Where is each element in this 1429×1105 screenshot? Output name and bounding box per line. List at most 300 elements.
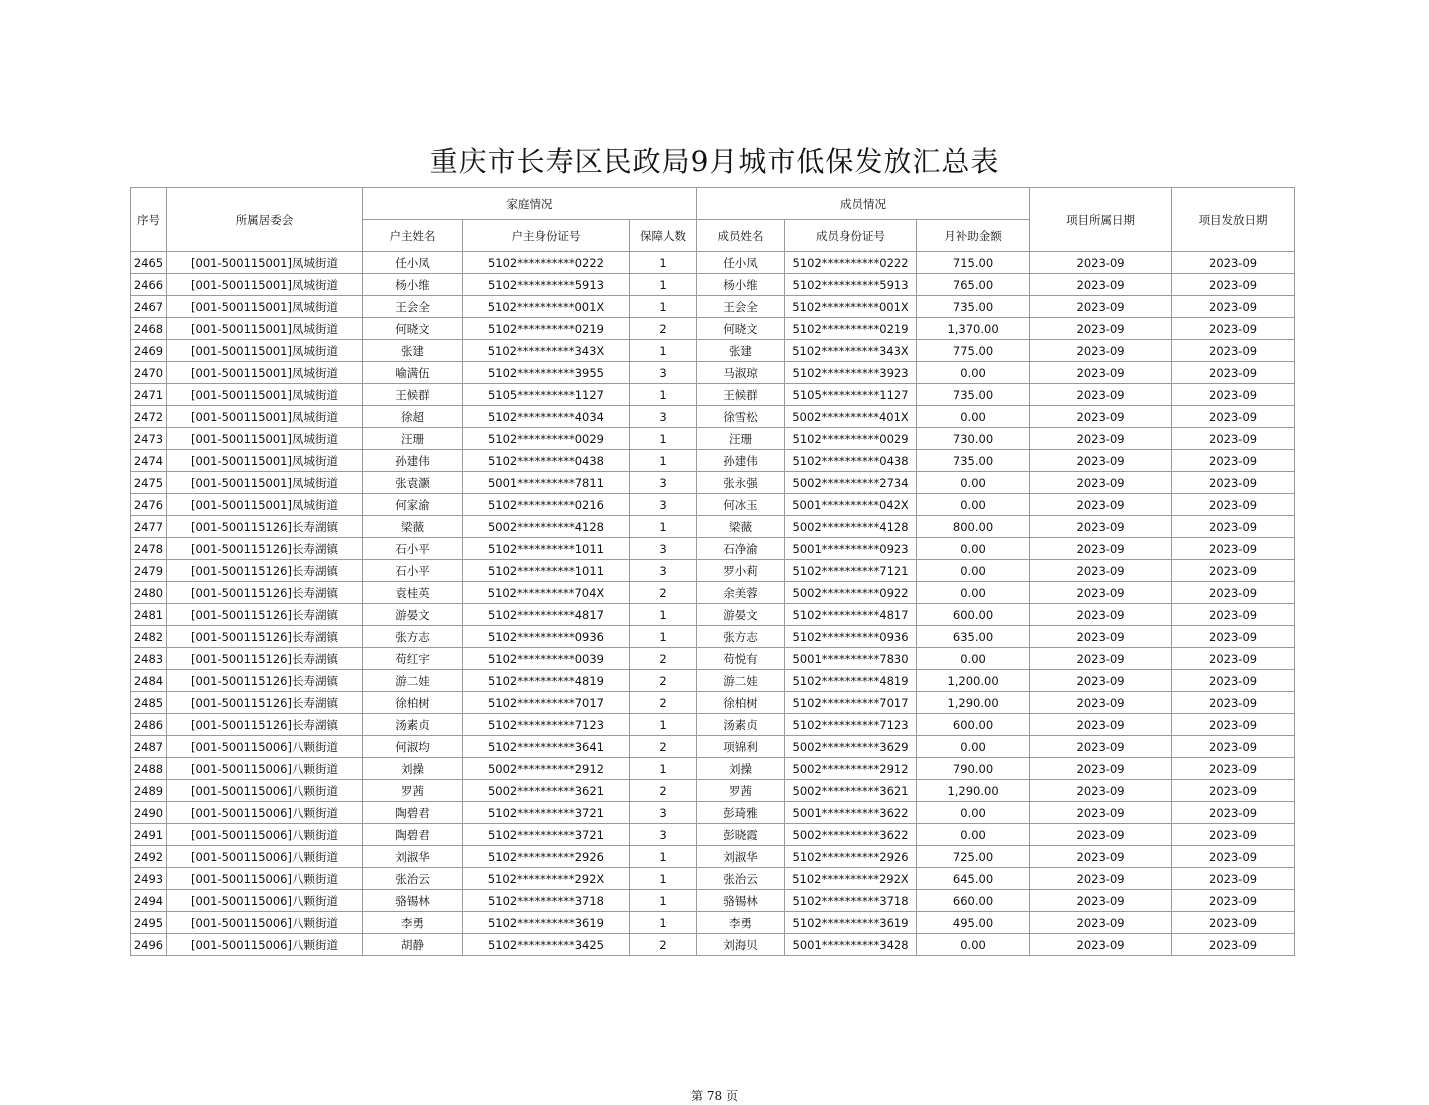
cell-seq: 2468 [131,318,167,340]
table-row [131,802,1295,824]
cell-committee: [001-500115126]长寿湖镇 [167,714,363,736]
cell-committee: [001-500115126]长寿湖镇 [167,516,363,538]
cell-amount: 495.00 [917,912,1030,934]
cell-amount: 775.00 [917,340,1030,362]
cell-project-date: 2023-09 [1030,252,1172,274]
table-row [131,274,1295,296]
cell-project-date: 2023-09 [1030,626,1172,648]
cell-issue-date: 2023-09 [1172,912,1295,934]
cell-member-id: 5102**********7123 [785,714,917,736]
cell-amount: 725.00 [917,846,1030,868]
cell-head-name: 杨小维 [363,274,463,296]
table-row [131,472,1295,494]
cell-seq: 2485 [131,692,167,714]
cell-amount: 0.00 [917,406,1030,428]
table-row [131,714,1295,736]
cell-seq: 2487 [131,736,167,758]
cell-head-id: 5102**********3718 [463,890,630,912]
cell-member-name: 汤素贞 [697,714,785,736]
cell-count: 2 [630,780,697,802]
cell-count: 1 [630,252,697,274]
cell-seq: 2491 [131,824,167,846]
cell-issue-date: 2023-09 [1172,626,1295,648]
table-row [131,428,1295,450]
table-row [131,340,1295,362]
cell-count: 3 [630,406,697,428]
cell-member-name: 徐雪松 [697,406,785,428]
cell-committee: [001-500115001]凤城街道 [167,340,363,362]
header-committee: 所属居委会 [167,188,363,252]
cell-member-id: 5102**********2926 [785,846,917,868]
cell-count: 2 [630,692,697,714]
cell-member-id: 5102**********292X [785,868,917,890]
cell-member-name: 余美蓉 [697,582,785,604]
header-head-id: 户主身份证号 [463,220,630,252]
cell-project-date: 2023-09 [1030,780,1172,802]
cell-count: 3 [630,802,697,824]
cell-amount: 0.00 [917,362,1030,384]
cell-issue-date: 2023-09 [1172,560,1295,582]
cell-head-id: 5102**********0039 [463,648,630,670]
cell-member-id: 5102**********3923 [785,362,917,384]
cell-seq: 2478 [131,538,167,560]
cell-committee: [001-500115126]长寿湖镇 [167,648,363,670]
cell-head-id: 5102**********4817 [463,604,630,626]
table-row [131,868,1295,890]
table-row [131,538,1295,560]
cell-head-id: 5102**********0438 [463,450,630,472]
cell-issue-date: 2023-09 [1172,736,1295,758]
cell-head-id: 5102**********3619 [463,912,630,934]
table-row [131,252,1295,274]
cell-amount: 0.00 [917,736,1030,758]
cell-project-date: 2023-09 [1030,604,1172,626]
cell-amount: 0.00 [917,934,1030,956]
cell-issue-date: 2023-09 [1172,274,1295,296]
cell-seq: 2480 [131,582,167,604]
cell-head-id: 5105**********1127 [463,384,630,406]
cell-member-id: 5102**********0219 [785,318,917,340]
cell-member-name: 张永强 [697,472,785,494]
cell-count: 1 [630,714,697,736]
table-body [131,252,1295,956]
table-row [131,560,1295,582]
cell-count: 1 [630,340,697,362]
cell-member-name: 马淑琼 [697,362,785,384]
cell-member-name: 罗小莉 [697,560,785,582]
cell-project-date: 2023-09 [1030,736,1172,758]
cell-count: 3 [630,472,697,494]
cell-issue-date: 2023-09 [1172,780,1295,802]
cell-head-id: 5102**********0219 [463,318,630,340]
cell-member-id: 5001**********3622 [785,802,917,824]
cell-committee: [001-500115126]长寿湖镇 [167,626,363,648]
header-count: 保障人数 [630,220,697,252]
cell-project-date: 2023-09 [1030,538,1172,560]
cell-count: 1 [630,868,697,890]
cell-head-id: 5102**********3721 [463,802,630,824]
cell-seq: 2471 [131,384,167,406]
cell-member-id: 5002**********0922 [785,582,917,604]
cell-head-name: 罗茜 [363,780,463,802]
cell-head-name: 汤素贞 [363,714,463,736]
cell-project-date: 2023-09 [1030,560,1172,582]
cell-issue-date: 2023-09 [1172,758,1295,780]
cell-head-name: 何晓文 [363,318,463,340]
cell-issue-date: 2023-09 [1172,890,1295,912]
cell-issue-date: 2023-09 [1172,340,1295,362]
cell-committee: [001-500115006]八颗街道 [167,934,363,956]
cell-member-name: 何晓文 [697,318,785,340]
cell-amount: 735.00 [917,384,1030,406]
cell-head-name: 刘淑华 [363,846,463,868]
cell-head-name: 梁薇 [363,516,463,538]
cell-project-date: 2023-09 [1030,714,1172,736]
header-amount: 月补助金额 [917,220,1030,252]
cell-member-name: 罗茜 [697,780,785,802]
cell-issue-date: 2023-09 [1172,934,1295,956]
cell-issue-date: 2023-09 [1172,362,1295,384]
cell-issue-date: 2023-09 [1172,384,1295,406]
cell-count: 1 [630,296,697,318]
cell-member-name: 任小凤 [697,252,785,274]
cell-issue-date: 2023-09 [1172,252,1295,274]
cell-seq: 2482 [131,626,167,648]
cell-issue-date: 2023-09 [1172,604,1295,626]
cell-amount: 730.00 [917,428,1030,450]
header-seq: 序号 [131,188,167,252]
cell-head-name: 喻满伍 [363,362,463,384]
cell-project-date: 2023-09 [1030,406,1172,428]
cell-member-id: 5102**********0438 [785,450,917,472]
cell-issue-date: 2023-09 [1172,494,1295,516]
cell-head-name: 胡静 [363,934,463,956]
table-row [131,824,1295,846]
table-row [131,648,1295,670]
cell-head-id: 5102**********3721 [463,824,630,846]
cell-amount: 0.00 [917,472,1030,494]
cell-member-id: 5102**********3718 [785,890,917,912]
cell-issue-date: 2023-09 [1172,846,1295,868]
cell-head-id: 5102**********0222 [463,252,630,274]
cell-member-id: 5102**********4819 [785,670,917,692]
cell-member-name: 苟悦有 [697,648,785,670]
cell-seq: 2479 [131,560,167,582]
cell-count: 1 [630,758,697,780]
cell-member-name: 李勇 [697,912,785,934]
cell-seq: 2490 [131,802,167,824]
cell-member-id: 5002**********3629 [785,736,917,758]
cell-issue-date: 2023-09 [1172,582,1295,604]
cell-head-name: 徐柏树 [363,692,463,714]
cell-committee: [001-500115126]长寿湖镇 [167,582,363,604]
cell-member-id: 5002**********401X [785,406,917,428]
cell-issue-date: 2023-09 [1172,472,1295,494]
cell-amount: 765.00 [917,274,1030,296]
cell-head-id: 5002**********3621 [463,780,630,802]
table-row [131,362,1295,384]
cell-amount: 735.00 [917,296,1030,318]
cell-project-date: 2023-09 [1030,692,1172,714]
cell-member-name: 彭晓霞 [697,824,785,846]
cell-head-id: 5001**********7811 [463,472,630,494]
cell-committee: [001-500115006]八颗街道 [167,780,363,802]
table-row [131,296,1295,318]
cell-seq: 2492 [131,846,167,868]
cell-member-id: 5102**********0936 [785,626,917,648]
cell-committee: [001-500115006]八颗街道 [167,736,363,758]
table-row [131,692,1295,714]
cell-member-name: 张方志 [697,626,785,648]
cell-project-date: 2023-09 [1030,890,1172,912]
cell-member-name: 何冰玉 [697,494,785,516]
cell-seq: 2496 [131,934,167,956]
cell-seq: 2493 [131,868,167,890]
cell-committee: [001-500115001]凤城街道 [167,384,363,406]
cell-issue-date: 2023-09 [1172,538,1295,560]
header-member-group: 成员情况 [697,188,1030,220]
cell-member-id: 5102**********0222 [785,252,917,274]
cell-member-name: 游二娃 [697,670,785,692]
table-row [131,604,1295,626]
cell-head-id: 5102**********0216 [463,494,630,516]
cell-amount: 0.00 [917,802,1030,824]
cell-issue-date: 2023-09 [1172,868,1295,890]
cell-member-id: 5102**********0029 [785,428,917,450]
table-row [131,934,1295,956]
cell-project-date: 2023-09 [1030,340,1172,362]
cell-issue-date: 2023-09 [1172,318,1295,340]
cell-head-id: 5102**********4819 [463,670,630,692]
cell-member-name: 孙建伟 [697,450,785,472]
cell-amount: 0.00 [917,560,1030,582]
cell-amount: 660.00 [917,890,1030,912]
cell-issue-date: 2023-09 [1172,406,1295,428]
cell-amount: 600.00 [917,604,1030,626]
cell-project-date: 2023-09 [1030,450,1172,472]
table-row [131,384,1295,406]
cell-head-id: 5102**********3641 [463,736,630,758]
cell-member-name: 王会全 [697,296,785,318]
cell-head-id: 5002**********2912 [463,758,630,780]
cell-count: 3 [630,494,697,516]
cell-member-id: 5002**********3621 [785,780,917,802]
cell-count: 1 [630,384,697,406]
cell-head-name: 苟红宇 [363,648,463,670]
table-row [131,626,1295,648]
cell-head-id: 5102**********7017 [463,692,630,714]
cell-committee: [001-500115001]凤城街道 [167,318,363,340]
cell-issue-date: 2023-09 [1172,824,1295,846]
cell-seq: 2484 [131,670,167,692]
cell-project-date: 2023-09 [1030,516,1172,538]
table-row [131,516,1295,538]
cell-head-name: 张治云 [363,868,463,890]
cell-head-name: 袁桂英 [363,582,463,604]
cell-project-date: 2023-09 [1030,824,1172,846]
cell-amount: 1,370.00 [917,318,1030,340]
cell-count: 2 [630,934,697,956]
cell-count: 3 [630,560,697,582]
cell-project-date: 2023-09 [1030,802,1172,824]
cell-seq: 2494 [131,890,167,912]
cell-count: 1 [630,450,697,472]
cell-member-id: 5002**********2912 [785,758,917,780]
cell-head-name: 石小平 [363,538,463,560]
table-row [131,318,1295,340]
cell-committee: [001-500115001]凤城街道 [167,274,363,296]
cell-count: 1 [630,912,697,934]
cell-member-name: 彭琦雅 [697,802,785,824]
cell-count: 1 [630,626,697,648]
cell-member-id: 5002**********2734 [785,472,917,494]
cell-head-id: 5102**********0029 [463,428,630,450]
cell-amount: 635.00 [917,626,1030,648]
header-member-name: 成员姓名 [697,220,785,252]
cell-committee: [001-500115001]凤城街道 [167,494,363,516]
table-row [131,890,1295,912]
cell-head-name: 任小凤 [363,252,463,274]
cell-committee: [001-500115001]凤城街道 [167,296,363,318]
cell-head-name: 游晏文 [363,604,463,626]
cell-member-name: 徐柏树 [697,692,785,714]
allowance-table [130,187,1295,956]
cell-count: 2 [630,670,697,692]
table-row [131,582,1295,604]
cell-amount: 735.00 [917,450,1030,472]
cell-member-name: 游晏文 [697,604,785,626]
cell-head-name: 骆锡林 [363,890,463,912]
cell-head-id: 5102**********1011 [463,560,630,582]
cell-project-date: 2023-09 [1030,384,1172,406]
cell-committee: [001-500115126]长寿湖镇 [167,560,363,582]
cell-member-id: 5105**********1127 [785,384,917,406]
cell-member-id: 5102**********3619 [785,912,917,934]
cell-count: 2 [630,648,697,670]
cell-head-name: 王候群 [363,384,463,406]
cell-issue-date: 2023-09 [1172,802,1295,824]
cell-committee: [001-500115006]八颗街道 [167,758,363,780]
cell-seq: 2489 [131,780,167,802]
table-row [131,450,1295,472]
cell-head-id: 5102**********704X [463,582,630,604]
cell-count: 1 [630,890,697,912]
cell-seq: 2486 [131,714,167,736]
cell-issue-date: 2023-09 [1172,714,1295,736]
cell-member-name: 刘操 [697,758,785,780]
cell-count: 3 [630,824,697,846]
cell-head-id: 5102**********2926 [463,846,630,868]
cell-project-date: 2023-09 [1030,428,1172,450]
cell-count: 3 [630,362,697,384]
header-issue-date: 项目发放日期 [1172,188,1295,252]
cell-project-date: 2023-09 [1030,362,1172,384]
cell-head-name: 陶碧君 [363,824,463,846]
cell-member-name: 张治云 [697,868,785,890]
cell-project-date: 2023-09 [1030,758,1172,780]
cell-member-name: 刘海贝 [697,934,785,956]
cell-member-id: 5001**********7830 [785,648,917,670]
cell-seq: 2465 [131,252,167,274]
cell-seq: 2473 [131,428,167,450]
cell-head-id: 5102**********0936 [463,626,630,648]
cell-amount: 0.00 [917,494,1030,516]
cell-project-date: 2023-09 [1030,472,1172,494]
cell-member-id: 5102**********7017 [785,692,917,714]
header-head-name: 户主姓名 [363,220,463,252]
cell-head-id: 5102**********3425 [463,934,630,956]
cell-amount: 800.00 [917,516,1030,538]
cell-head-name: 张建 [363,340,463,362]
cell-amount: 1,200.00 [917,670,1030,692]
cell-committee: [001-500115126]长寿湖镇 [167,670,363,692]
cell-head-id: 5002**********4128 [463,516,630,538]
cell-member-id: 5002**********4128 [785,516,917,538]
cell-head-name: 何家渝 [363,494,463,516]
cell-committee: [001-500115006]八颗街道 [167,824,363,846]
cell-amount: 645.00 [917,868,1030,890]
table-row [131,406,1295,428]
cell-head-name: 游二娃 [363,670,463,692]
cell-member-id: 5001**********3428 [785,934,917,956]
cell-project-date: 2023-09 [1030,582,1172,604]
cell-project-date: 2023-09 [1030,318,1172,340]
cell-head-id: 5102**********292X [463,868,630,890]
cell-issue-date: 2023-09 [1172,296,1295,318]
cell-head-name: 陶碧君 [363,802,463,824]
cell-count: 1 [630,274,697,296]
cell-member-name: 石净渝 [697,538,785,560]
cell-committee: [001-500115006]八颗街道 [167,868,363,890]
cell-seq: 2477 [131,516,167,538]
cell-head-name: 张方志 [363,626,463,648]
cell-seq: 2495 [131,912,167,934]
cell-amount: 0.00 [917,538,1030,560]
cell-seq: 2467 [131,296,167,318]
cell-issue-date: 2023-09 [1172,670,1295,692]
table-row [131,736,1295,758]
cell-committee: [001-500115001]凤城街道 [167,252,363,274]
cell-committee: [001-500115001]凤城街道 [167,406,363,428]
cell-head-id: 5102**********7123 [463,714,630,736]
cell-count: 2 [630,736,697,758]
cell-member-id: 5102**********001X [785,296,917,318]
cell-head-name: 孙建伟 [363,450,463,472]
cell-head-id: 5102**********1011 [463,538,630,560]
cell-amount: 0.00 [917,648,1030,670]
cell-seq: 2483 [131,648,167,670]
cell-issue-date: 2023-09 [1172,516,1295,538]
table-row [131,912,1295,934]
cell-committee: [001-500115006]八颗街道 [167,890,363,912]
cell-project-date: 2023-09 [1030,934,1172,956]
cell-head-name: 刘操 [363,758,463,780]
cell-member-id: 5102**********4817 [785,604,917,626]
table-header [131,188,1295,252]
cell-head-id: 5102**********4034 [463,406,630,428]
cell-count: 1 [630,846,697,868]
table-row [131,846,1295,868]
cell-amount: 600.00 [917,714,1030,736]
cell-amount: 1,290.00 [917,780,1030,802]
cell-seq: 2481 [131,604,167,626]
cell-head-name: 徐超 [363,406,463,428]
table-row [131,780,1295,802]
cell-project-date: 2023-09 [1030,296,1172,318]
cell-member-name: 汪珊 [697,428,785,450]
table-row [131,670,1295,692]
table-row [131,758,1295,780]
